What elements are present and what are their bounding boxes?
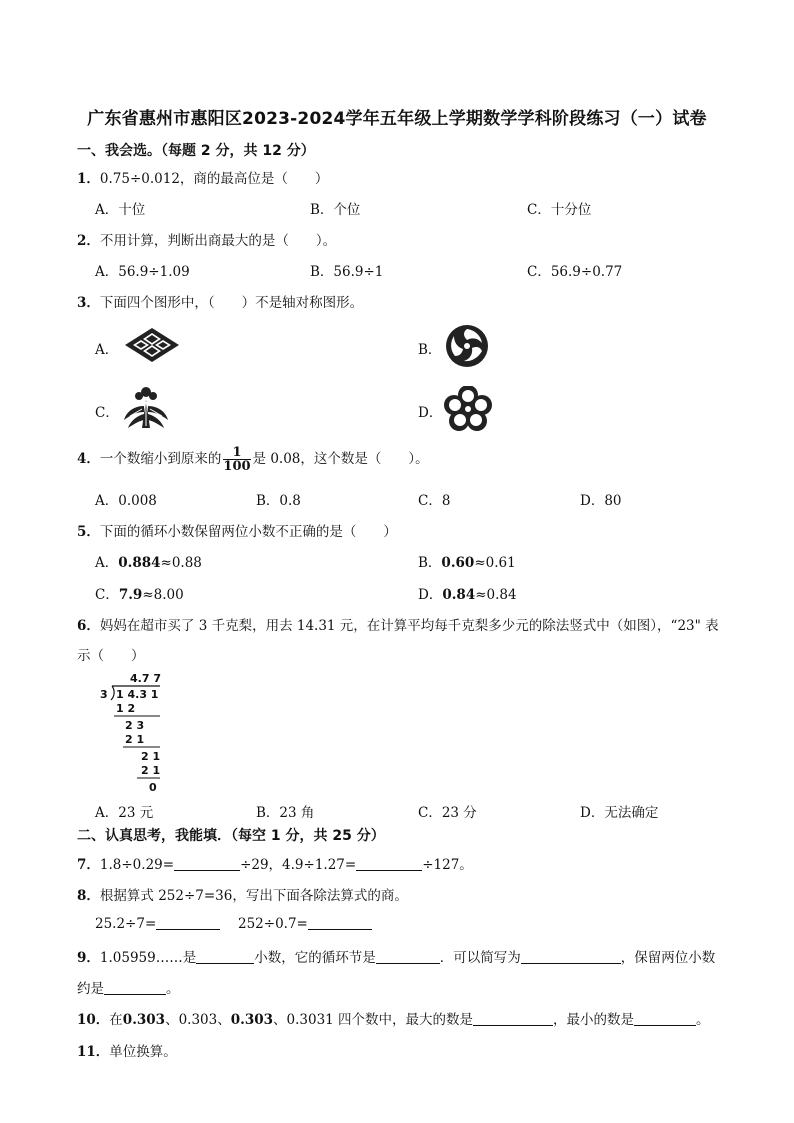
diamond-crest-icon	[124, 327, 180, 363]
option-value: ≈0.61	[474, 555, 516, 571]
q3-option-a: A．	[95, 342, 119, 358]
question-text: 根据算式 252÷7=36，写出下面各除法算式的商。	[99, 888, 408, 904]
q8-expression-1	[95, 915, 220, 932]
question-9-line2	[77, 977, 180, 997]
q4-option-d: D．80	[580, 493, 622, 509]
section-1-heading: 一、我会选。（每题 2 分，共 12 分）	[77, 143, 315, 159]
flower-crest-icon	[444, 386, 492, 432]
q6-option-a: A．23 元	[95, 805, 154, 821]
question-7	[77, 853, 473, 873]
question-5	[77, 520, 397, 540]
repeating-decimal: 0.303	[230, 1012, 274, 1028]
answer-blank[interactable]	[634, 1011, 696, 1026]
option-letter: B．	[418, 555, 442, 571]
question-number: 9．	[77, 950, 100, 966]
q5-option-c	[95, 583, 184, 603]
q4-option-c: C．8	[418, 493, 451, 509]
repeating-decimal: 0.84	[442, 587, 476, 603]
tomoe-crest-icon	[445, 324, 489, 368]
bamboo-crest-icon	[122, 384, 170, 430]
answer-blank[interactable]	[376, 949, 440, 964]
q2-option-c: C．56.9÷0.77	[527, 264, 623, 280]
question-text-pre: 一个数缩小到原来的	[99, 451, 222, 467]
question-number: 6．	[77, 618, 100, 634]
answer-blank[interactable]	[308, 915, 372, 930]
fraction-numerator: 1	[223, 446, 250, 460]
division-step-1: 1 2	[116, 702, 136, 715]
question-text: ，最小的数是	[553, 1012, 635, 1028]
division-step-4: 2 1	[141, 750, 161, 763]
expression: 25.2÷7=	[95, 916, 157, 932]
answer-blank[interactable]	[156, 915, 220, 930]
q3-option-c: C．	[95, 405, 119, 421]
question-6-line2: 示（ ）	[77, 648, 145, 664]
question-number: 8．	[77, 888, 100, 904]
section-2-heading: 二、认真思考，我能填．（每空 1 分，共 25 分）	[77, 828, 385, 844]
answer-blank[interactable]	[104, 980, 166, 995]
question-text: 0.75÷0.012，商的最高位是（ ）	[99, 171, 329, 187]
fraction-denominator: 100	[223, 459, 251, 474]
option-value: ≈0.88	[160, 555, 202, 571]
q2-option-b: B．56.9÷1	[310, 264, 384, 280]
question-4	[77, 446, 429, 473]
q1-option-a: A．十位	[95, 202, 146, 218]
q5-option-a	[95, 551, 202, 571]
question-number: 4．	[77, 451, 100, 467]
question-number: 5．	[77, 524, 100, 540]
question-text: ÷127。	[422, 857, 473, 873]
question-text: ．可以简写为	[439, 950, 521, 966]
division-step-5: 2 1	[141, 764, 161, 777]
division-remainder: 0	[149, 781, 157, 794]
q8-expression-2	[238, 915, 372, 932]
question-text: 。	[166, 981, 180, 997]
question-10	[77, 1008, 710, 1028]
repeating-decimal: 0.303	[122, 1012, 166, 1028]
division-step-2: 2 3	[125, 719, 145, 732]
exam-title: 广东省惠州市惠阳区2023-2024学年五年级上学期数学学科阶段练习（一）试卷	[87, 109, 707, 129]
division-dividend: 1 4.3 1	[116, 688, 159, 701]
answer-blank[interactable]	[174, 856, 240, 871]
q3-option-d: D．	[418, 405, 443, 421]
q6-option-d: D．无法确定	[580, 805, 659, 821]
question-number: 10．	[77, 1012, 110, 1028]
repeating-decimal: 7.9	[118, 587, 143, 603]
option-letter: A．	[95, 555, 119, 571]
q5-option-b	[418, 551, 516, 571]
question-text: 小数，它的循环节是	[254, 950, 376, 966]
answer-blank[interactable]	[196, 949, 254, 964]
q5-option-d	[418, 583, 517, 603]
q3-option-b: B．	[418, 342, 442, 358]
question-text: ÷29，4.9÷1.27=	[240, 857, 357, 873]
q6-option-c: C．23 分	[418, 805, 477, 821]
option-value: ≈0.84	[475, 587, 517, 603]
option-letter: C．	[95, 587, 119, 603]
question-text: 、0.303、	[165, 1012, 231, 1028]
division-divisor: 3	[100, 688, 108, 701]
question-text: 下面四个图形中，（ ）不是轴对称图形。	[99, 295, 364, 311]
question-11	[77, 1040, 177, 1060]
question-text: 1.8÷0.29=	[99, 857, 175, 873]
question-text: ，保留两位小数	[620, 950, 716, 966]
question-3	[77, 291, 363, 311]
question-text: 不用计算，判断出商最大的是（ ）。	[99, 233, 337, 249]
question-number: 1．	[77, 171, 100, 187]
question-2	[77, 229, 336, 249]
question-text: 。	[696, 1012, 710, 1028]
division-quotient: 4.7 7	[130, 672, 161, 685]
q6-option-b: B．23 角	[256, 805, 315, 821]
option-letter: D．	[418, 587, 443, 603]
repeating-decimal: 0.884	[118, 555, 161, 571]
question-text: 单位换算。	[109, 1044, 177, 1060]
question-6	[77, 614, 719, 634]
q1-option-c: C．十分位	[527, 202, 592, 218]
q4-option-b: B．0.8	[256, 493, 301, 509]
repeating-decimal: 0.60	[441, 555, 475, 571]
answer-blank[interactable]	[356, 856, 422, 871]
answer-blank[interactable]	[521, 949, 621, 964]
answer-blank[interactable]	[473, 1011, 553, 1026]
question-8	[77, 884, 408, 904]
question-text: 、0.3031 四个数中，最大的数是	[273, 1012, 474, 1028]
question-text: 下面的循环小数保留两位小数不正确的是（ ）	[99, 524, 397, 540]
question-number: 7．	[77, 857, 100, 873]
question-text-post: 是 0.08，这个数是（ ）。	[252, 451, 429, 467]
question-text-line1: 妈妈在超市买了 3 千克梨，用去 14.31 元，在计算平均每千克梨多少元的除法竖式中（如图），“23" 表	[99, 618, 719, 634]
long-division-figure	[96, 670, 176, 794]
q4-option-a: A．0.008	[95, 493, 157, 509]
question-9	[77, 946, 715, 966]
fraction	[223, 446, 250, 473]
question-text: 在	[109, 1012, 123, 1028]
question-text: 约是	[77, 981, 104, 997]
question-number: 2．	[77, 233, 100, 249]
expression: 252÷0.7=	[238, 916, 308, 932]
question-number: 3．	[77, 295, 100, 311]
question-text: 1.05959……是	[99, 950, 197, 966]
q1-option-b: B．个位	[310, 202, 361, 218]
q2-option-a: A．56.9÷1.09	[95, 264, 190, 280]
option-value: ≈8.00	[142, 587, 184, 603]
question-1	[77, 167, 328, 187]
division-step-3: 2 1	[125, 733, 145, 746]
question-number: 11．	[77, 1044, 110, 1060]
